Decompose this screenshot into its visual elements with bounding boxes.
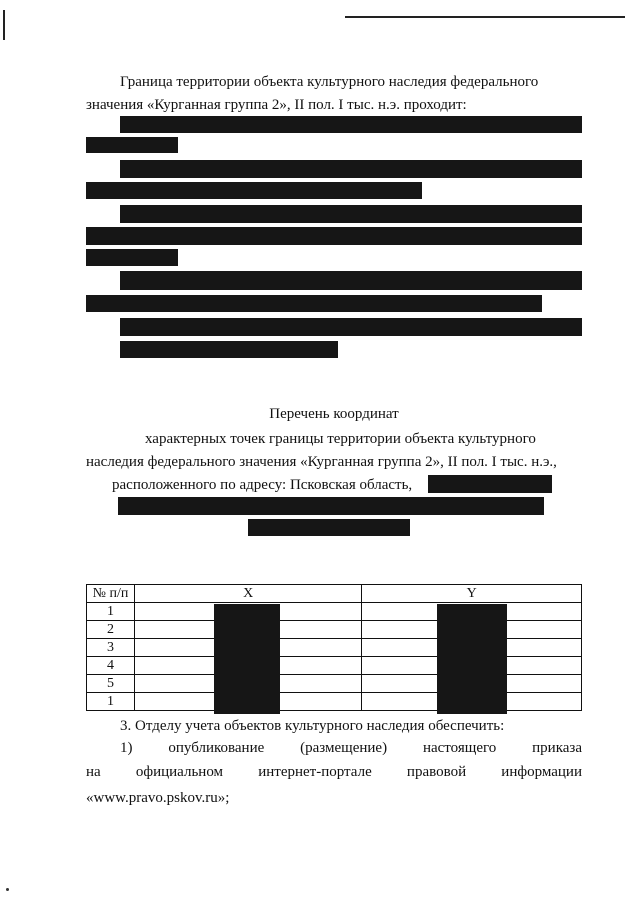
word: 1) [120, 740, 133, 756]
redaction-block [120, 271, 582, 290]
table-row [87, 621, 582, 639]
row-number: 2 [87, 621, 135, 639]
column-header: X [134, 585, 362, 603]
scan-speck [6, 888, 9, 891]
intro-line-2: значения «Курганная группа 2», II пол. I тыс. н.э. проходит: [86, 97, 467, 113]
intro-line-1: Граница территории объекта культурного наследия федерального [120, 74, 539, 90]
word: настоящего [422, 740, 497, 756]
scan-edge-mark [3, 10, 5, 40]
item3-line-2 [86, 764, 582, 781]
row-number: 3 [87, 639, 135, 657]
word: официальном [135, 764, 224, 780]
coords-subheading-2: наследия федерального значения «Курганная группа 2», II пол. I тыс. н.э., [86, 454, 557, 470]
redaction-block [118, 497, 544, 515]
redaction-block [120, 205, 582, 223]
redaction-block [86, 182, 422, 199]
table-row [87, 693, 582, 711]
coords-heading: Перечень координат [269, 406, 399, 422]
row-number: 5 [87, 675, 135, 693]
table-row [87, 657, 582, 675]
item3-heading: 3. Отделу учета объектов культурного наследия обеспечить: [120, 718, 505, 734]
item3-line-3: «www.pravo.pskov.ru»; [86, 790, 230, 806]
row-number: 4 [87, 657, 135, 675]
table-header-row [87, 585, 582, 603]
word: интернет-портале [258, 764, 372, 780]
column-header: Y [362, 585, 582, 603]
word: опубликование [168, 740, 265, 756]
word: на [86, 764, 101, 780]
coordinates-table [86, 584, 582, 711]
table-row [87, 675, 582, 693]
coords-subheading-1: характерных точек границы территории объекта культурного [145, 431, 536, 447]
redaction-block [120, 341, 338, 358]
redaction-block [86, 137, 178, 153]
scan-edge-line [345, 16, 625, 18]
redaction-block [86, 249, 178, 266]
redaction-y-column [437, 604, 507, 714]
word: приказа [532, 740, 582, 756]
redaction-x-column [214, 604, 280, 714]
coords-address: расположенного по адресу: Псковская область, [112, 477, 413, 493]
redaction-block [428, 475, 552, 493]
word: правовой [406, 764, 467, 780]
redaction-block [120, 160, 582, 178]
redaction-block [120, 318, 582, 336]
item3-line-1 [120, 740, 582, 757]
redaction-block [120, 116, 582, 133]
redaction-block [248, 519, 410, 536]
word: (размещение) [300, 740, 388, 756]
word: информации [501, 764, 582, 780]
column-header: № п/п [87, 585, 135, 603]
row-number: 1 [87, 693, 135, 711]
table-row [87, 639, 582, 657]
row-number: 1 [87, 603, 135, 621]
redaction-block [86, 227, 582, 245]
table-row [87, 603, 582, 621]
redaction-block [86, 295, 542, 312]
